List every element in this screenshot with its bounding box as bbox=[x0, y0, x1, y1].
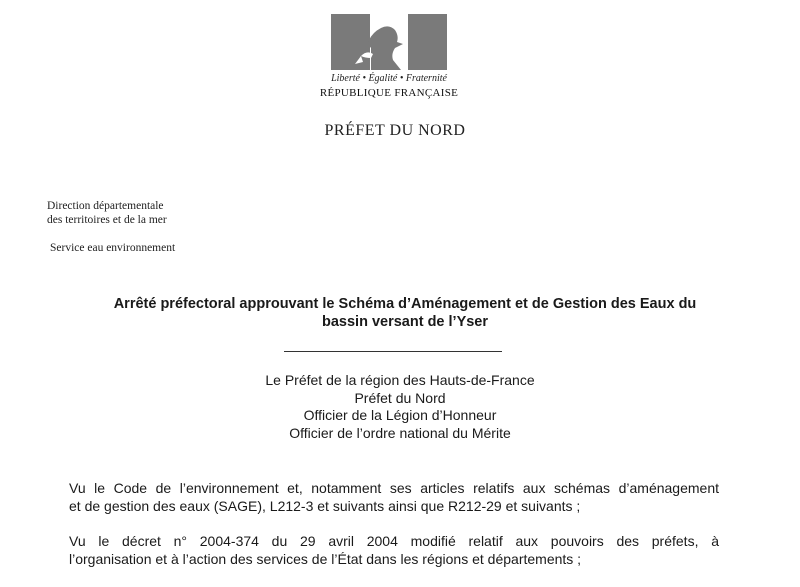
arrete-title-line: bassin versant de l’Yser bbox=[321, 314, 489, 330]
direction-line: des territoires et de la mer bbox=[47, 214, 167, 226]
authority-block bbox=[200, 372, 600, 442]
direction-block bbox=[47, 199, 307, 227]
authority-line: Officier de la Légion d’Honneur bbox=[303, 407, 497, 423]
direction-line: Direction départementale bbox=[47, 200, 164, 212]
authority-line: Préfet du Nord bbox=[354, 389, 446, 406]
republic-logo bbox=[318, 8, 460, 104]
service-name: Service eau environnement bbox=[50, 242, 176, 254]
arrete-title bbox=[60, 295, 750, 331]
authority-line: Officier de l’ordre national du Mérite bbox=[289, 424, 511, 441]
authority-line: Le Préfet de la région des Hauts-de-France bbox=[265, 372, 535, 388]
prefet-heading: PRÉFET DU NORD bbox=[324, 122, 466, 139]
consideration-line: Vu le décret n° 2004-374 du 29 avril 2004 modifié relatif aux pouvoirs des préfets, à bbox=[69, 533, 719, 549]
republic-name: RÉPUBLIQUE FRANÇAISE bbox=[319, 87, 459, 99]
consideration-line: Vu le Code de l’environnement et, notamment ses articles relatifs aux schémas d’aménagement bbox=[69, 480, 719, 496]
consideration-line: et de gestion des eaux (SAGE), L212-3 et suivants ainsi que R212-29 et suivants ; bbox=[69, 497, 581, 514]
title-divider bbox=[284, 351, 502, 352]
consideration-line: l’organisation et à l’action des services de l’État dans les régions et départements ; bbox=[69, 550, 582, 567]
marianne-logo-icon bbox=[331, 14, 447, 70]
republic-motto: Liberté • Égalité • Fraternité bbox=[331, 73, 447, 84]
arrete-title-line: Arrêté préfectoral approuvant le Schéma d’Aménagement et de Gestion des Eaux du bbox=[113, 296, 697, 312]
consideration-paragraph bbox=[69, 533, 719, 568]
consideration-paragraph bbox=[69, 480, 719, 515]
